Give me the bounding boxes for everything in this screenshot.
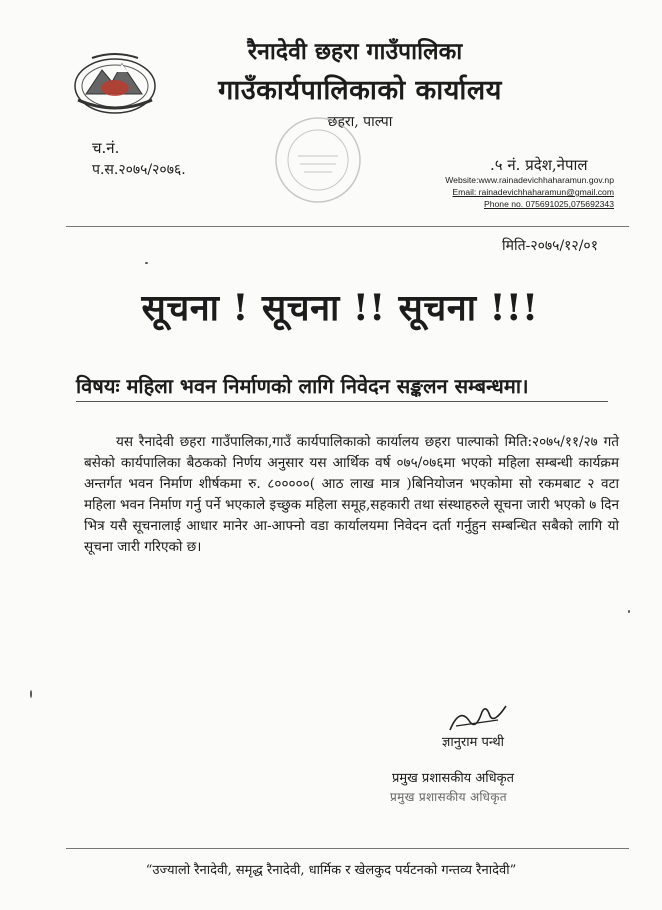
- website-link[interactable]: Website:www.rainadevichhaharamun.gov.np: [445, 175, 614, 185]
- notice-body: यस रैनादेवी छहरा गाउँपालिका,गाउँ कार्यपालिकाको कार्यालय छहरा पाल्पाको मिति:२०७५/११/२७ गते बसेको कार्यपालिका बैठकको निर्णय अनुसार यस आर्थिक वर्ष ०७५/०७६मा भएको महिला सम्बन्धी कार्यक्रम अन्तर्गत भवन निर्माण शीर्षकमा रु. ८०००००( आठ लाख मात्र )बिनियोजन भएकोमा सो रकमबाट २ वटा महिला भवन निर्माण गर्नु पर्ने भएकाले इच्छुक महिला समूह,सहकारी तथा संस्थाहरुले सूचना जारी भएको ७ दिन भित्र यसै सूचनालाई आधार मानेर आ-आफ्नो वडा कार्यालयमा निवेदन दर्ता गर्नुहुन सम्बन्धित सबैको लागि यो सूचना जारी गरिएको छ।: [84, 434, 619, 555]
- office-location: छहरा, पाल्पा: [327, 114, 393, 130]
- province: .५ नं. प्रदेश,नेपाल: [490, 156, 588, 174]
- scan-speck: [145, 262, 148, 264]
- notice-heading: सूचना ! सूचना !! सूचना !!!: [141, 287, 539, 329]
- signature-icon: [446, 700, 510, 736]
- office-name: गाउँकार्यपालिकाको कार्यालय: [218, 75, 502, 106]
- phone-number: Phone no. 075691025,075692343: [484, 199, 614, 209]
- scan-speck: [30, 690, 32, 698]
- scan-speck: [628, 610, 630, 613]
- footer-divider: [66, 848, 629, 849]
- notice-date: मिति-२०७५/१२/०१: [501, 238, 598, 254]
- signatory-title: प्रमुख प्रशासकीय अधिकृत: [392, 771, 515, 786]
- subject-underline: [76, 401, 608, 402]
- office-stamp-icon: [268, 110, 368, 210]
- fiscal-year: प.स.२०७५/२०७६.: [92, 162, 186, 178]
- contact-block: [445, 174, 614, 210]
- email-link[interactable]: Email: rainadevichhaharamun@gmail.com: [452, 187, 614, 197]
- reference-number-label: च.नं.: [92, 139, 120, 157]
- nepal-emblem-icon: [72, 50, 158, 116]
- notice-subject: विषयः महिला भवन निर्माणको लागि निवेदन सङ्कलन सम्बन्धमा।: [76, 374, 529, 398]
- header-divider: [66, 226, 629, 227]
- signatory-seal: प्रमुख प्रशासकीय अधिकृत: [390, 790, 507, 804]
- signatory-name: ज्ञानुराम पन्थी: [442, 735, 505, 750]
- footer-slogan: “उज्यालो रैनादेवी, समृद्ध रैनादेवी, धार्मिक र खेलकुद पर्यटनको गन्तव्य रैनादेवी”: [145, 863, 517, 878]
- org-name: रैनादेवी छहरा गाउँपालिका: [247, 38, 463, 65]
